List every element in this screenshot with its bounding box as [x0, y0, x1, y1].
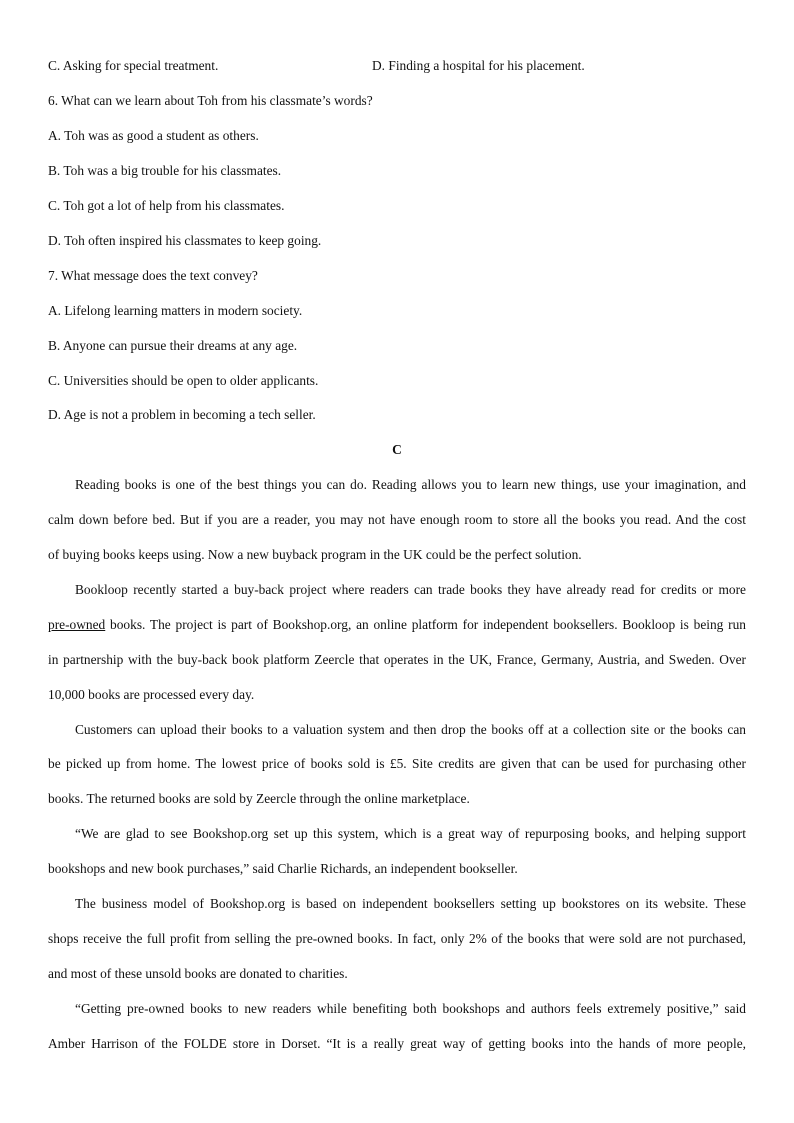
- passage-p4-line: “We are glad to see Bookshop.org set up this system, which is a great way of repurposing books, and helping support: [75, 826, 746, 841]
- q7-question: 7. What message does the text convey?: [48, 268, 258, 283]
- passage-p2-line: 10,000 books are processed every day.: [48, 687, 255, 702]
- q6-option-a: A. Toh was as good a student as others.: [48, 128, 259, 143]
- passage-p1-line: Reading books is one of the best things you can do. Reading allows you to learn new things, use your imagination, and: [75, 477, 746, 492]
- passage-p6-line: “Getting pre-owned books to new readers while benefiting both bookshops and authors feels extremely positive,” said: [75, 1001, 746, 1016]
- passage-p1-line: calm down before bed. But if you are a reader, you may not have enough room to store all the books you read. And the cost: [48, 512, 746, 527]
- q6-option-b: B. Toh was a big trouble for his classmates.: [48, 163, 282, 178]
- passage-p2-line: in partnership with the buy-back book platform Zeercle that operates in the UK, France, Germany, Austria, and Sweden. Over: [48, 652, 746, 667]
- passage-p5-line: shops receive the full profit from selling the pre-owned books. In fact, only 2% of the books that were sold are not purchased,: [48, 931, 746, 946]
- passage-p6-line: Amber Harrison of the FOLDE store in Dorset. “It is a really great way of getting books into the hands of more people,: [48, 1036, 746, 1051]
- underlined-term: pre-owned: [48, 617, 106, 632]
- passage-p5-line: The business model of Bookshop.org is based on independent booksellers setting up bookstores on its website. These: [75, 896, 746, 911]
- passage-p2-line-text: books. The project is part of Bookshop.org, an online platform for independent booksellers. Bookloop is being run: [105, 617, 746, 632]
- q5-option-d: D. Finding a hospital for his placement.: [372, 58, 585, 73]
- q6-question: 6. What can we learn about Toh from his classmate’s words?: [48, 93, 373, 108]
- q6-option-d: D. Toh often inspired his classmates to keep going.: [48, 233, 322, 248]
- passage-p3-line: Customers can upload their books to a valuation system and then drop the books off at a collection site or the books can: [75, 722, 746, 737]
- q7-option-a: A. Lifelong learning matters in modern society.: [48, 303, 303, 318]
- section-heading: C: [392, 442, 402, 457]
- q7-option-c: C. Universities should be open to older applicants.: [48, 373, 319, 388]
- passage-p5-line: and most of these unsold books are donated to charities.: [48, 966, 348, 981]
- passage-p2-line: [48, 616, 746, 634]
- passage-p2-line: Bookloop recently started a buy-back project where readers can trade books they have already read for credits or more: [75, 582, 746, 597]
- passage-p4-line: bookshops and new book purchases,” said Charlie Richards, an independent bookseller.: [48, 861, 518, 876]
- passage-p3-line: be picked up from home. The lowest price of books sold is £5. Site credits are given that can be used for purchasing other: [48, 756, 746, 771]
- passage-p3-line: books. The returned books are sold by Zeercle through the online marketplace.: [48, 791, 470, 806]
- q6-option-c: C. Toh got a lot of help from his classmates.: [48, 198, 285, 213]
- q5-option-c: C. Asking for special treatment.: [48, 58, 219, 73]
- q7-option-b: B. Anyone can pursue their dreams at any age.: [48, 338, 298, 353]
- q7-option-d: D. Age is not a problem in becoming a tech seller.: [48, 407, 316, 422]
- passage-p1-line: of buying books keeps using. Now a new buyback program in the UK could be the perfect solution.: [48, 547, 582, 562]
